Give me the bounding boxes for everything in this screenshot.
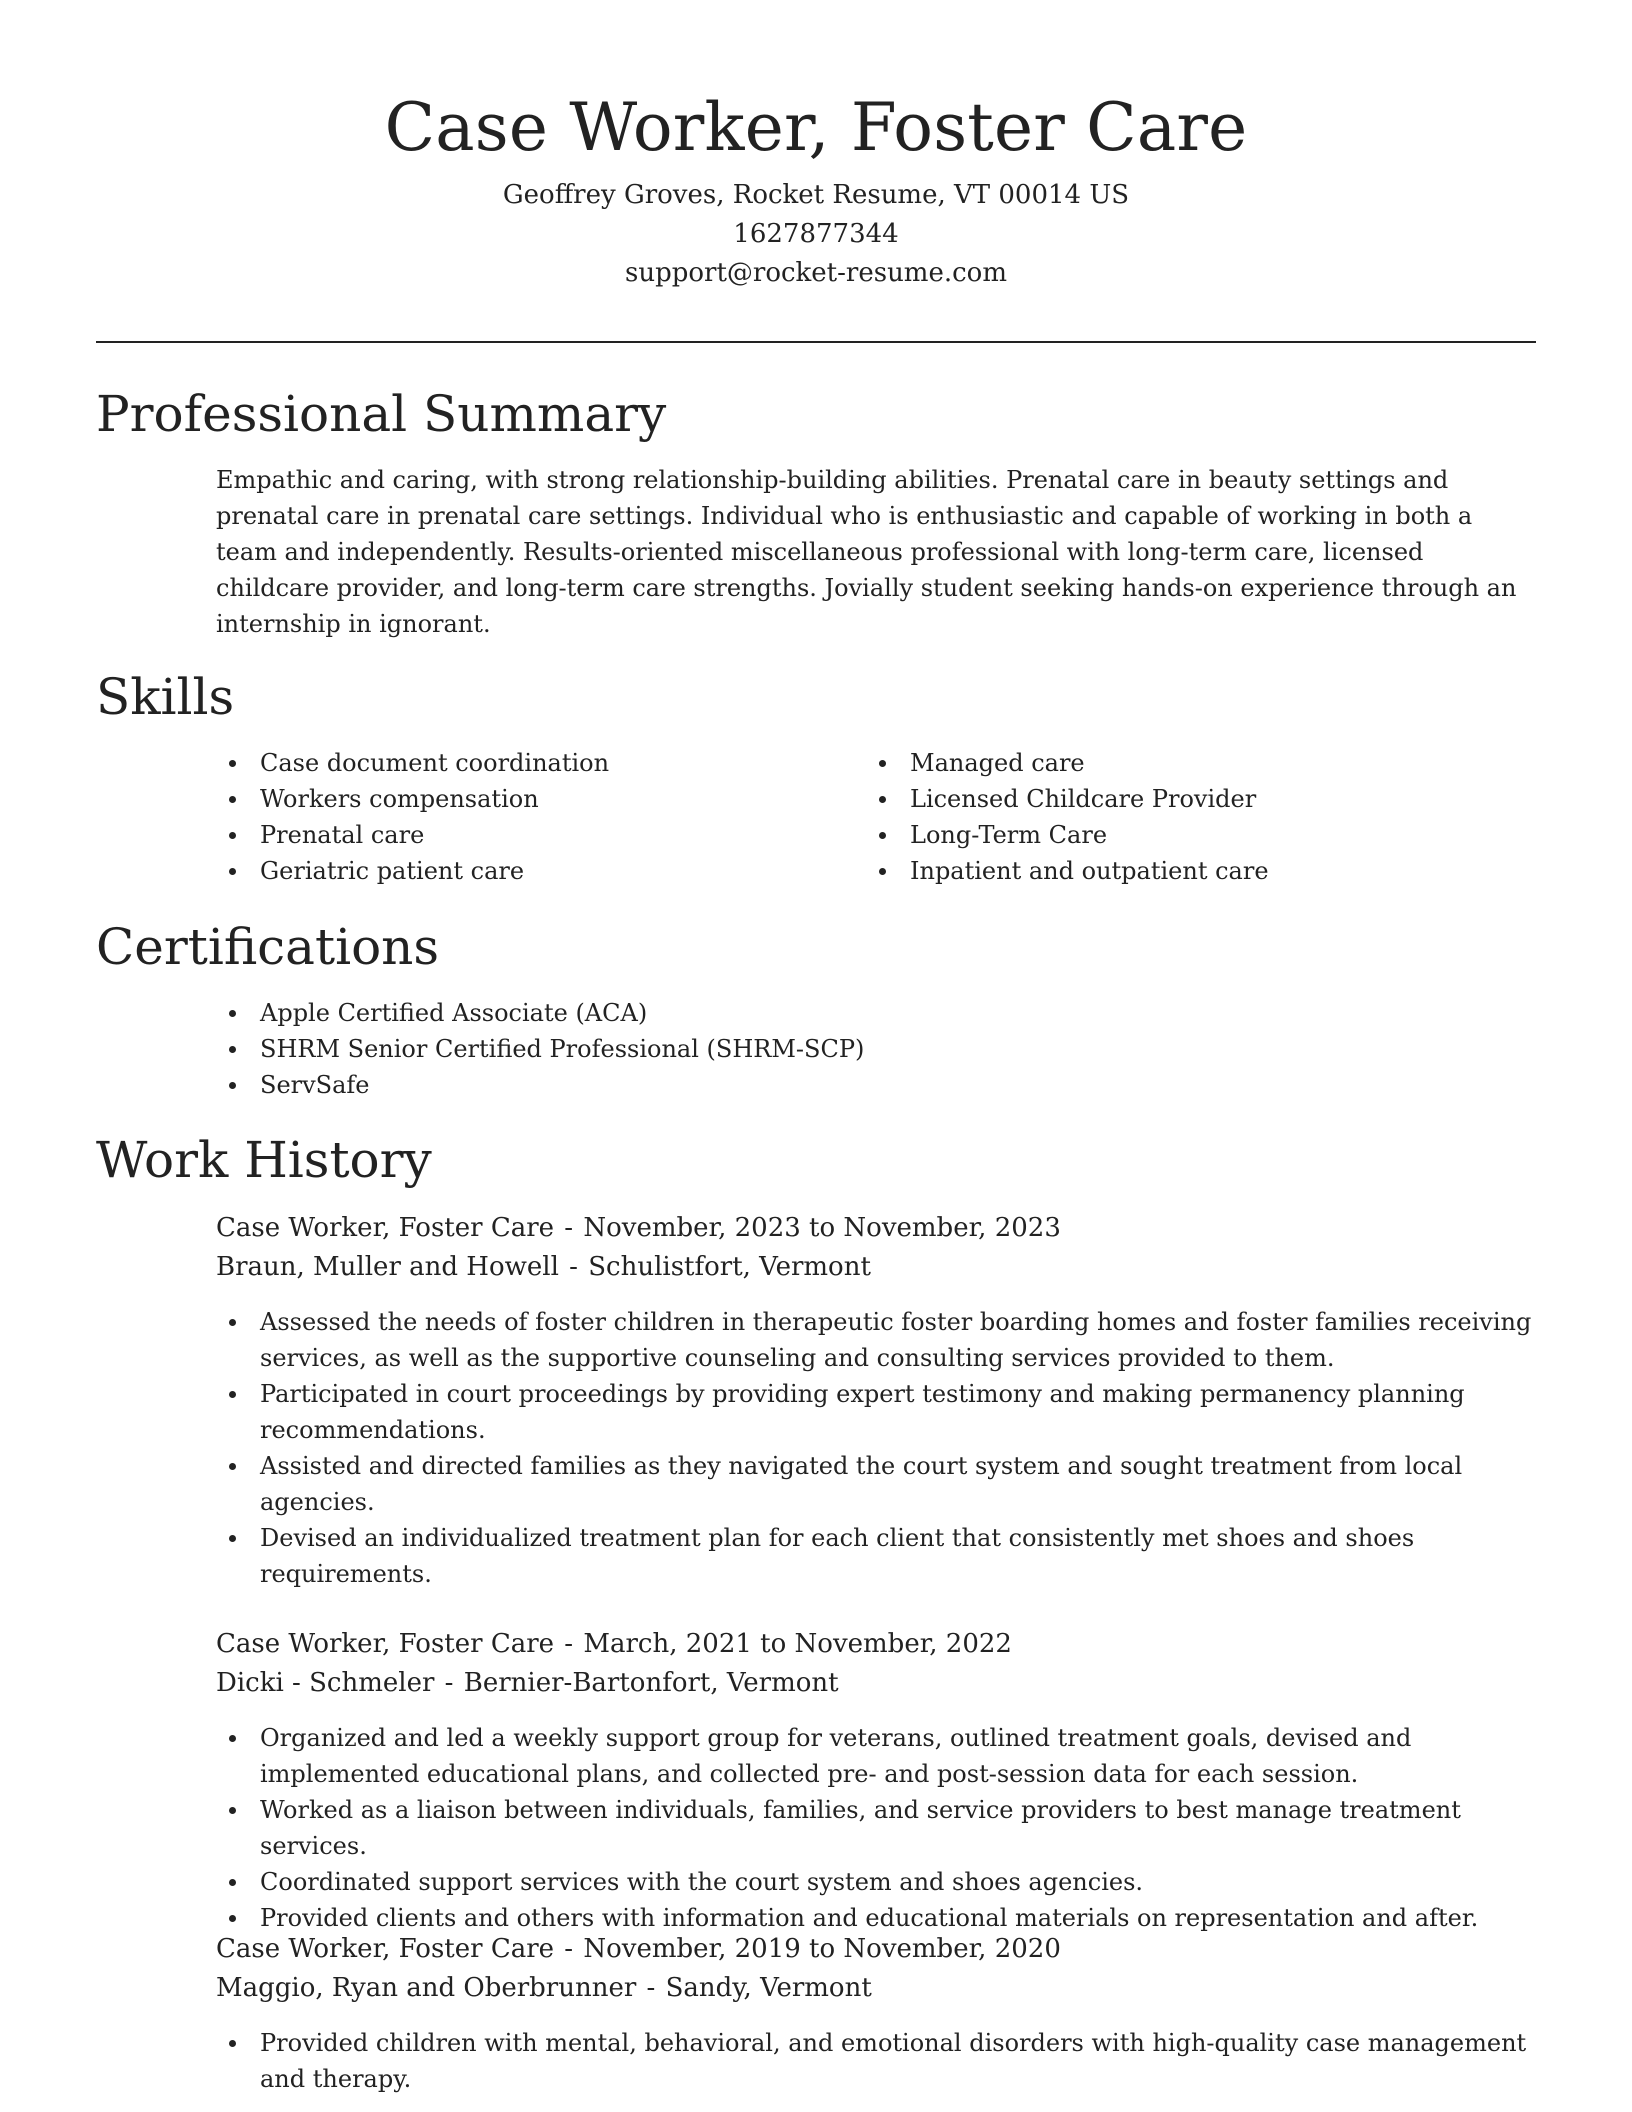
skill-item: Long-Term Care: [866, 817, 1466, 853]
separator: -: [444, 1668, 454, 1698]
job-bullet: Provided clients and others with information and educational materials on representation and after.: [216, 1900, 1538, 1936]
job-bullet: Worked as a liaison between individuals, families, and service providers to best manage treatment services.: [216, 1792, 1538, 1864]
job-bullet: Assessed the needs of foster children in therapeutic foster boarding homes and foster families receiving services, as well as the supportive counseling and consulting services provided to them.: [216, 1304, 1538, 1376]
skill-item: Inpatient and outpatient care: [866, 853, 1466, 889]
job-location: Schulistfort, Vermont: [588, 1252, 871, 1282]
skills-list-right: [866, 745, 1466, 889]
certification-item: ServSafe: [216, 1067, 1216, 1103]
job-dates: November, 2019 to November, 2020: [583, 1934, 1061, 1964]
job-bullet: Coordinated support services with the court system and shoes agencies.: [216, 1864, 1538, 1900]
job-company-line: [216, 1969, 1538, 2008]
contact-email: support@rocket-resume.com: [624, 258, 1007, 288]
skills-list-left: [216, 745, 816, 889]
certifications-heading: Certifications: [96, 918, 440, 976]
skill-item: Case document coordination: [216, 745, 816, 781]
skill-item: Managed care: [866, 745, 1466, 781]
skill-item: Geriatric patient care: [216, 853, 816, 889]
job-title: Case Worker, Foster Care: [216, 1629, 555, 1659]
separator: -: [646, 1973, 656, 2003]
separator: -: [569, 1252, 578, 1282]
job-company: Braun, Muller and Howell: [216, 1252, 559, 1282]
job-company-line: [216, 1248, 1538, 1287]
job-bullet: Devised an individualized treatment plan for each client that consistently met shoes and shoes requirements.: [216, 1520, 1538, 1592]
summary-heading: Professional Summary: [96, 385, 667, 443]
job-bullets: [172, 1720, 1538, 1936]
job-dates: November, 2023 to November, 2023: [583, 1213, 1061, 1243]
skills-heading: Skills: [96, 668, 235, 726]
job-entry: [216, 1625, 1538, 1936]
certification-item: Apple Certified Associate (ACA): [216, 995, 1216, 1031]
job-title-line: [216, 1209, 1538, 1248]
job-company-line: [216, 1664, 1538, 1703]
contact-phone: 1627877344: [733, 219, 899, 249]
contact-address: Geoffrey Groves, Rocket Resume, VT 00014 US: [502, 180, 1130, 210]
job-entry: [216, 1209, 1538, 1592]
separator: -: [564, 1213, 574, 1243]
header-divider: [96, 341, 1536, 343]
job-company: Maggio, Ryan and Oberbrunner: [216, 1973, 637, 2003]
work-history-heading: Work History: [96, 1131, 432, 1189]
job-bullet: Assisted and directed families as they navigated the court system and sought treatment from local agencies.: [216, 1448, 1538, 1520]
certifications-list: [216, 995, 1216, 1103]
skill-item: Workers compensation: [216, 781, 816, 817]
job-dates: March, 2021 to November, 2022: [583, 1629, 1012, 1659]
job-title: Case Worker, Foster Care: [216, 1934, 555, 1964]
job-entry: [216, 1930, 1538, 2097]
job-title-line: [216, 1625, 1538, 1664]
job-bullet: Provided children with mental, behavioral, and emotional disorders with high-quality case management and therapy.: [216, 2025, 1538, 2097]
job-bullets: [172, 1304, 1538, 1592]
job-bullet: Organized and led a weekly support group for veterans, outlined treatment goals, devised and implemented educational plans, and collected pre- and post-session data for each session.: [216, 1720, 1538, 1792]
certification-item: SHRM Senior Certified Professional (SHRM-SCP): [216, 1031, 1216, 1067]
separator: -: [564, 1629, 574, 1659]
job-title: Case Worker, Foster Care: [216, 1213, 555, 1243]
summary-text: Empathic and caring, with strong relationship-building abilities. Prenatal care in beauty settings and prenatal care in prenatal care settings. Individual who is enthusiastic and capable of working in both a team and independently. Results-oriented miscellaneous professional with long-term care, licensed childcare provider, and long-term care strengths. Jovially student seeking hands-on experience through an internship in ignorant.: [216, 466, 1517, 638]
job-bullets: [172, 2025, 1538, 2097]
job-title-line: [216, 1930, 1538, 1969]
job-location: Sandy, Vermont: [665, 1973, 872, 2003]
job-company: Dicki - Schmeler: [216, 1668, 435, 1698]
resume-header: [0, 0, 1632, 293]
skill-item: Licensed Childcare Provider: [866, 781, 1466, 817]
job-location: Bernier-Bartonfort, Vermont: [463, 1668, 839, 1698]
skill-item: Prenatal care: [216, 817, 816, 853]
job-bullet: Participated in court proceedings by providing expert testimony and making permanency planning recommendations.: [216, 1376, 1538, 1448]
separator: -: [564, 1934, 574, 1964]
resume-title: Case Worker, Foster Care: [384, 89, 1248, 166]
